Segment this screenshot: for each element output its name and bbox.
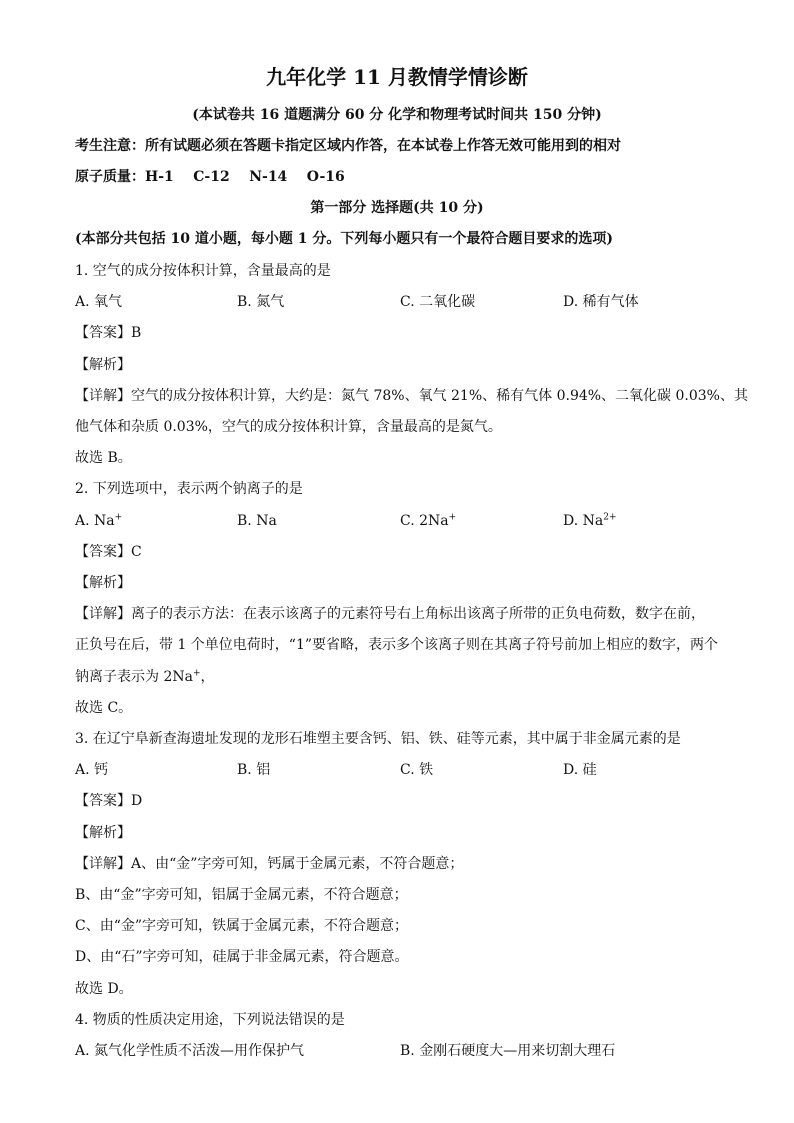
q4-option-b: B. 金刚石硬度大—用来切割大理石 — [400, 1043, 616, 1059]
q1-stem: 1. 空气的成分按体积计算，含量最高的是 — [75, 263, 331, 279]
q3-stem: 3. 在辽宁阜新查海遗址发现的龙形石堆塑主要含钙、铝、铁、硅等元素，其中属于非金属元素的是 — [75, 731, 681, 747]
q2-option-c: C. 2Na+ — [400, 512, 457, 529]
q3-option-c: C. 铁 — [400, 762, 434, 778]
q3-answer: 【答案】D — [75, 793, 143, 809]
q3-option-a: A. 钙 — [75, 762, 109, 778]
q3-option-d: D. 硅 — [563, 762, 597, 778]
q1-option-a: A. 氧气 — [75, 294, 123, 310]
q2-option-d: D. $Na^{2+}$ — [563, 512, 617, 529]
q3-detail-line-3: C、由“金”字旁可知，铁属于金属元素，不符合题意； — [75, 918, 409, 934]
q2-option-b: B. Na — [237, 513, 277, 529]
q1-detail-line-1: 【详解】空气的成分按体积计算，大约是：氮气 78%、氧气 21%、稀有气体 0.94%、二氧化碳 0.03%、其 — [75, 388, 748, 404]
q2-stem: 2. 下列选项中，表示两个钠离子的是 — [75, 481, 303, 497]
atomic-mass-line: 原子质量：H-1 C-12 N-14 O-16 — [75, 169, 345, 185]
q1-analysis-label: 【解析】 — [75, 357, 131, 373]
q2-analysis-label: 【解析】 — [75, 575, 131, 591]
q1-option-d: D. 稀有气体 — [563, 294, 639, 310]
part1-instruction: (本部分共包括 10 道小题，每小题 1 分。下列每小题只有一个最符合题目要求的选项) — [75, 231, 613, 247]
q3-analysis-label: 【解析】 — [75, 825, 131, 841]
q3-detail-line-4: D、由“石”字旁可知，硅属于非金属元素，符合题意。 — [75, 949, 409, 965]
q1-option-c: C. 二氧化碳 — [400, 294, 476, 310]
q3-detail-line-2: B、由“金”字旁可知，铝属于金属元素，不符合题意； — [75, 887, 408, 903]
q2-detail-line-2: 正负号在后，带 1 个单位电荷时，“1”要省略，表示多个该离子则在其离子符号前加上相应的数字，两个 — [75, 637, 719, 653]
q4-stem: 4. 物质的性质决定用途，下列说法错误的是 — [75, 1012, 345, 1028]
q2-detail-line-1: 【详解】离子的表示方法：在表示该离子的元素符号右上角标出该离子所带的正负电荷数，数字在前， — [75, 606, 705, 622]
page-title: 九年化学 11 月教情学情诊断 — [266, 65, 528, 89]
part1-heading: 第一部分 选择题(共 10 分) — [310, 200, 484, 216]
q2-conclusion: 故选 C。 — [75, 700, 133, 716]
q1-option-b: B. 氮气 — [237, 294, 285, 310]
q3-conclusion: 故选 D。 — [75, 981, 133, 997]
q3-option-b: B. 铝 — [237, 762, 271, 778]
q2-answer: 【答案】C — [75, 544, 142, 560]
q4-option-a: A. 氮气化学性质不活泼—用作保护气 — [75, 1043, 305, 1059]
q1-conclusion: 故选 B。 — [75, 450, 132, 466]
q2-detail-line-3: 钠离子表示为 2Na+， — [75, 668, 215, 685]
exam-subtitle: (本试卷共 16 道题满分 60 分 化学和物理考试时间共 150 分钟) — [192, 107, 602, 123]
q1-answer: 【答案】B — [75, 325, 142, 341]
q3-detail-line-1: 【详解】A、由“金”字旁可知，钙属于金属元素，不符合题意； — [75, 856, 464, 872]
candidate-notice: 考生注意：所有试题必须在答题卡指定区域内作答，在本试卷上作答无效可能用到的相对 — [75, 138, 621, 154]
q2-option-a: A. Na+ — [75, 512, 123, 529]
q1-detail-line-2: 他气体和杂质 0.03%，空气的成分按体积计算，含量最高的是氮气。 — [75, 419, 502, 435]
